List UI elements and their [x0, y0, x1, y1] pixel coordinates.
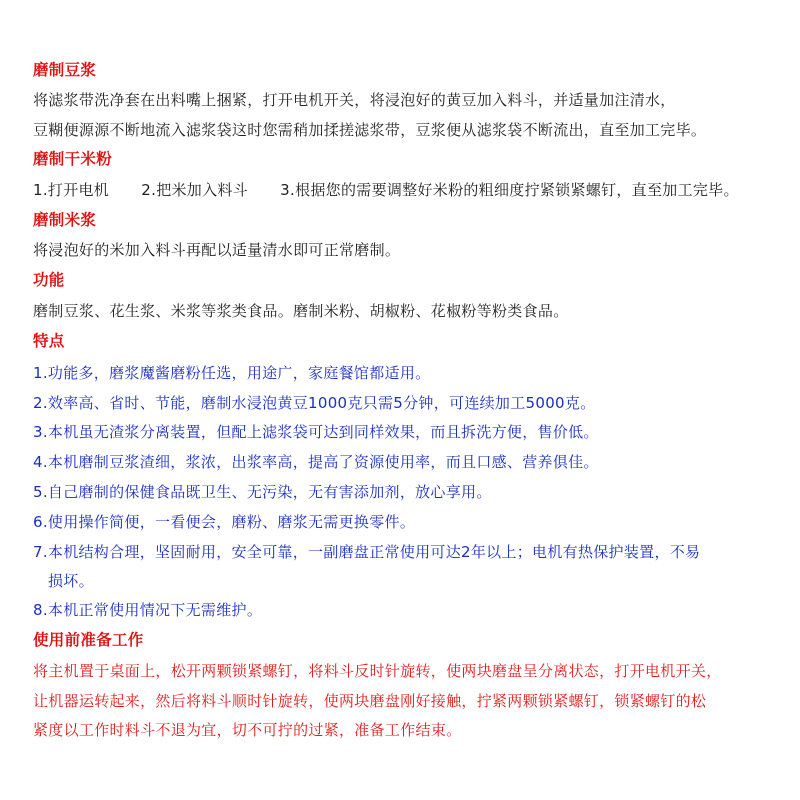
preparation-text-line-3: 紧度以工作时料斗不退为宜，切不可拧的过紧，准备工作结束。 — [33, 721, 462, 739]
soymilk-text-line-2: 豆糊便源源不断地流入滤浆袋这时您需稍加揉搓滤浆带，豆浆便从滤浆袋不断流出，直至加工完毕。 — [33, 121, 707, 139]
feature-item-4: 4.本机磨制豆浆渣细，浆浓，出浆率高，提高了资源使用率，而且口感、营养俱佳。 — [33, 453, 599, 471]
section-heading-soymilk: 磨制豆浆 — [33, 61, 97, 79]
functions-text-line-1: 磨制豆浆、花生浆、米浆等浆类食品。磨制米粉、胡椒粉、花椒粉等粉类食品。 — [33, 302, 569, 320]
feature-item-5: 5.自己磨制的保健食品既卫生、无污染，无有害添加剂，放心享用。 — [33, 483, 492, 501]
dry-rice-flour-step-1: 1.打开电机 — [33, 181, 110, 199]
section-heading-rice-milk: 磨制米浆 — [33, 211, 97, 229]
dry-rice-flour-steps — [33, 180, 739, 200]
feature-item-1: 1.功能多，磨浆魔酱磨粉任选，用途广，家庭餐馆都适用。 — [33, 364, 431, 382]
feature-item-7: 7.本机结构合理，坚固耐用，安全可靠，一副磨盘正常使用可达2年以上；电机有热保护装置，不易 — [33, 543, 701, 561]
soymilk-text-line-1: 将滤浆带洗净套在出料嘴上捆紧，打开电机开关，将浸泡好的黄豆加入料斗，并适量加注清水， — [33, 91, 676, 109]
dry-rice-flour-step-2: 2.把米加入料斗 — [141, 181, 248, 199]
section-heading-preparation: 使用前准备工作 — [33, 631, 144, 649]
dry-rice-flour-step-3: 3.根据您的需要调整好米粉的粗细度拧紧锁紧螺钉，直至加工完毕。 — [280, 181, 739, 199]
preparation-text-line-2: 让机器运转起来，然后将料斗顺时针旋转，使两块磨盘刚好接触，拧紧两颗锁紧螺钉，锁紧螺钉的松 — [33, 692, 707, 710]
feature-item-8: 8.本机正常使用情况下无需维护。 — [33, 601, 263, 619]
feature-item-6: 6.使用操作简便，一看便会，磨粉、磨浆无需更换零件。 — [33, 513, 416, 531]
preparation-text-line-1: 将主机置于桌面上，松开两颗锁紧螺钉，将料斗反时针旋转，使两块磨盘呈分离状态，打开电机开关， — [33, 662, 722, 680]
rice-milk-text-line-1: 将浸泡好的米加入料斗再配以适量清水即可正常磨制。 — [33, 241, 401, 259]
feature-item-3: 3.本机虽无渣浆分离装置，但配上滤浆袋可达到同样效果，而且拆洗方便，售价低。 — [33, 423, 599, 441]
section-heading-features: 特点 — [33, 332, 65, 350]
section-heading-dry-rice-flour: 磨制干米粉 — [33, 150, 113, 168]
feature-item-2: 2.效率高、省时、节能，磨制水浸泡黄豆1000克只需5分钟，可连续加工5000克。 — [33, 394, 596, 412]
feature-item-7-continued: 损坏。 — [48, 572, 94, 590]
section-heading-functions: 功能 — [33, 271, 65, 289]
